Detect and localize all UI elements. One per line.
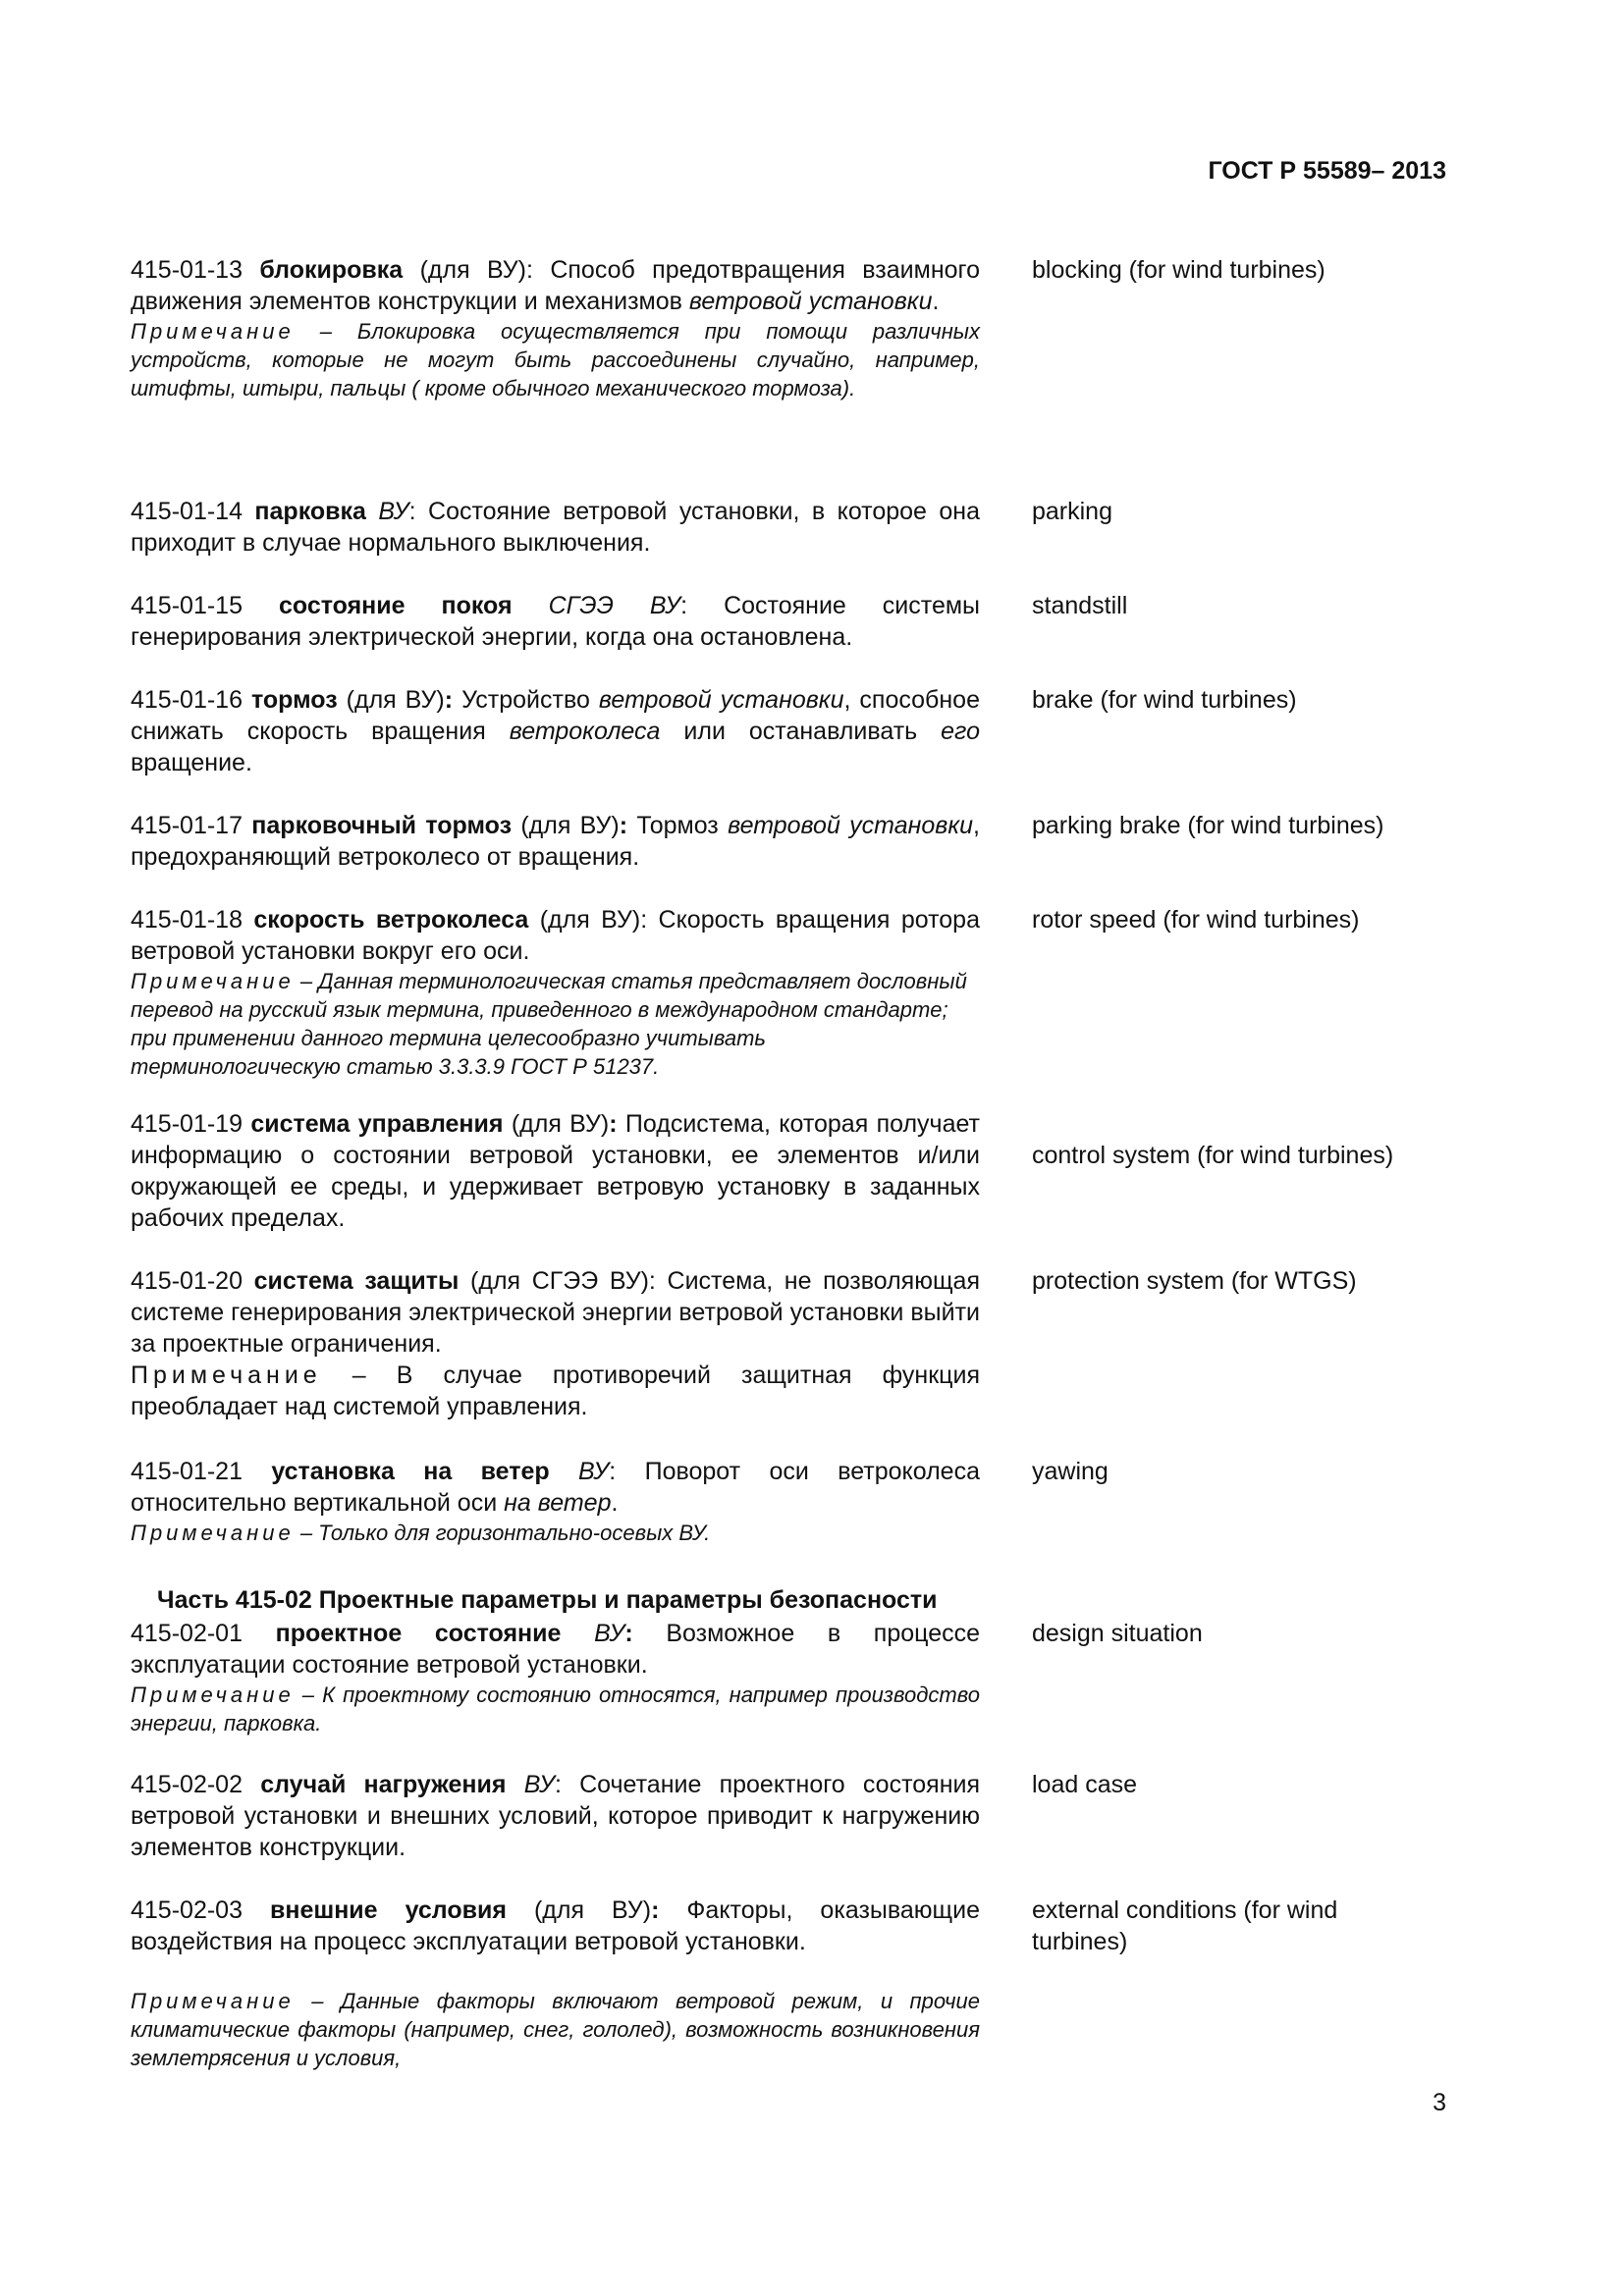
- note-label: Примечание: [131, 319, 295, 344]
- definition-text: Скорость вращения ротора ветровой установки вокруг его оси.: [131, 906, 980, 965]
- page-number: 3: [1433, 2089, 1446, 2116]
- definition-italic: ветровой установки: [688, 288, 933, 315]
- term-entry: [131, 496, 1407, 559]
- note-text: – Блокировка осуществляется при помощи различных устройств, которые не могут быть рассоединены случайно, например, штифты, штыри, пальцы ( кроме обычного механического тормоза).: [131, 319, 980, 400]
- term-definition: [131, 1618, 980, 1681]
- term-name: блокировка: [259, 256, 404, 284]
- term-english: design situation: [1032, 1620, 1203, 1647]
- term-name: парковка: [254, 498, 366, 525]
- term-name: скорость ветроколеса: [253, 906, 529, 934]
- term-name: проектное состояние: [275, 1620, 562, 1647]
- term-definition: [131, 254, 980, 317]
- term-number: 415-01-13: [131, 256, 243, 284]
- term-english: blocking (for wind turbines): [1032, 256, 1325, 284]
- note-label: Примечание: [131, 969, 295, 993]
- term-definition: [131, 684, 980, 778]
- note-label: Примечание: [131, 1989, 295, 2013]
- term-number: 415-01-14: [131, 498, 243, 525]
- definition-italic: ветровой установки: [728, 812, 974, 839]
- term-number: 415-01-19: [131, 1110, 243, 1138]
- term-qualifier: (для СГЭЭ ВУ): [470, 1267, 649, 1295]
- term-name: установка на ветер: [271, 1458, 550, 1485]
- definition-text: Состояние ветровой установки, в которое она приходит в случае нормального выключения.: [131, 498, 980, 557]
- term-qualifier: ВУ: [578, 1458, 610, 1485]
- term-qualifier: (для ВУ): [520, 812, 620, 839]
- term-entry: [131, 590, 1407, 653]
- term-separator: :: [648, 1267, 656, 1295]
- term-qualifier: ВУ: [594, 1620, 625, 1647]
- term-qualifier: (для ВУ): [511, 1110, 610, 1138]
- term-english: rotor speed (for wind turbines): [1032, 906, 1360, 934]
- term-qualifier: (для ВУ): [346, 686, 445, 714]
- term-qualifier: (для ВУ): [539, 906, 641, 934]
- term-separator: :: [526, 256, 533, 284]
- term-english: control system (for wind turbines): [1032, 1142, 1394, 1169]
- definition-text: , предохраняющий ветроколесо от вращения.: [131, 812, 980, 871]
- term-qualifier: (для ВУ): [419, 256, 527, 284]
- note-text: – В случае противоречий защитная функция преобладает над системой управления.: [131, 1362, 980, 1420]
- term-note: [131, 317, 980, 402]
- definition-italic: на ветер: [504, 1489, 612, 1517]
- term-entry: [131, 254, 1407, 402]
- term-separator: :: [651, 1896, 660, 1924]
- note-text: – К проектному состоянию относятся, например производство энергии, парковка.: [131, 1682, 980, 1735]
- term-separator: :: [609, 1110, 618, 1138]
- term-note: [131, 1681, 980, 1737]
- term-english: load case: [1032, 1771, 1138, 1798]
- term-definition: [131, 1895, 980, 1957]
- definition-italic: ветроколеса: [509, 718, 661, 745]
- term-qualifier: ВУ: [523, 1771, 555, 1798]
- term-name: состояние покоя: [278, 592, 513, 619]
- definition-text: Способ предотвращения взаимного движения элементов конструкции и механизмов: [131, 256, 981, 315]
- term-entry: [131, 1769, 1407, 1863]
- term-english: yawing: [1032, 1458, 1109, 1485]
- term-separator: :: [640, 906, 648, 934]
- term-entry: [131, 1895, 1407, 2072]
- note-text: – Данная терминологическая статья представляет дословный перевод на русский язык термина, приведенного в международном стандарте; при применении данного термина целесообразно учитывать терминологическую статью 3.3.3.9 ГОСТ Р 51237.: [131, 969, 967, 1079]
- definition-text: Возможное в процессе эксплуатации состояние ветровой установки.: [131, 1620, 981, 1679]
- term-entry: [131, 1108, 1407, 1234]
- term-definition: [131, 1456, 980, 1519]
- term-entry: [131, 810, 1407, 873]
- definition-italic: ветровой установки: [598, 686, 844, 714]
- term-number: 415-01-21: [131, 1458, 243, 1485]
- term-name: система управления: [250, 1110, 504, 1138]
- note-text: – Только для горизонтально-осевых ВУ.: [299, 1521, 711, 1545]
- term-number: 415-01-17: [131, 812, 243, 839]
- term-entry: [131, 1265, 1407, 1422]
- term-english: parking: [1032, 498, 1112, 525]
- definition-text: вращение.: [131, 749, 252, 776]
- term-qualifier: СГЭЭ ВУ: [548, 592, 681, 619]
- term-separator: :: [554, 1771, 562, 1798]
- term-note: [131, 1360, 980, 1422]
- term-english: brake (for wind turbines): [1032, 686, 1297, 714]
- definition-text: .: [932, 288, 940, 315]
- term-definition: [131, 1265, 980, 1360]
- term-separator: :: [624, 1620, 633, 1647]
- definition-text: , способное снижать скорость вращения: [131, 686, 980, 745]
- term-number: 415-02-02: [131, 1771, 243, 1798]
- term-separator: :: [619, 812, 628, 839]
- note-label: Примечание: [131, 1362, 322, 1389]
- definition-text: Тормоз: [636, 812, 729, 839]
- term-entry: [131, 1456, 1407, 1547]
- term-name: случай нагружения: [260, 1771, 507, 1798]
- definition-text: Состояние системы генерирования электрической энергии, когда она остановлена.: [131, 592, 981, 651]
- term-definition: [131, 810, 980, 873]
- term-definition: [131, 590, 980, 653]
- definition-text: Поворот оси ветроколеса относительно вертикальной оси: [131, 1458, 980, 1517]
- section-heading: Часть 415-02 Проектные параметры и параметры безопасности: [157, 1586, 938, 1614]
- note-text: – Данные факторы включают ветровой режим, и прочие климатические факторы (например, снег, гололед), возможность возникновения землетрясения и условия,: [131, 1989, 980, 2070]
- definition-text: Факторы, оказывающие воздействия на процесс эксплуатации ветровой установки.: [131, 1896, 980, 1955]
- definition-text: Устройство: [461, 686, 599, 714]
- term-note: [131, 1519, 980, 1547]
- term-qualifier: ВУ: [378, 498, 409, 525]
- definition-text: Сочетание проектного состояния ветровой установки и внешних условий, которое приводит к нагружению элементов конструкции.: [131, 1771, 981, 1861]
- term-number: 415-02-03: [131, 1896, 243, 1924]
- term-english: parking brake (for wind turbines): [1032, 812, 1384, 839]
- term-english: standstill: [1032, 592, 1128, 619]
- document-header: ГОСТ Р 55589– 2013: [1208, 157, 1446, 185]
- definition-text: .: [611, 1489, 619, 1517]
- term-qualifier: (для ВУ): [533, 1896, 652, 1924]
- term-definition: [131, 904, 980, 967]
- term-note: [131, 1987, 980, 2072]
- term-number: 415-01-18: [131, 906, 243, 934]
- term-separator: :: [408, 498, 416, 525]
- term-entry: [131, 1618, 1407, 1737]
- definition-text: Система, не позволяющая системе генерирования электрической энергии ветровой установки выйти за проектные ограничения.: [131, 1267, 980, 1358]
- term-entry: [131, 684, 1407, 778]
- definition-text: или останавливать: [660, 718, 942, 745]
- term-name: парковочный тормоз: [251, 812, 513, 839]
- note-label: Примечание: [131, 1682, 295, 1707]
- term-definition: [131, 1769, 980, 1863]
- term-number: 415-02-01: [131, 1620, 243, 1647]
- term-number: 415-01-16: [131, 686, 243, 714]
- definition-text: Подсистема, которая получает информацию о состоянии ветровой установки, ее элементов и/или окружающей ее среды, и удерживает ветровую установку в заданных рабочих пределах.: [131, 1110, 980, 1232]
- definition-italic: его: [941, 718, 980, 745]
- term-english: external conditions (for wind turbines): [1032, 1896, 1338, 1955]
- term-separator: :: [680, 592, 688, 619]
- term-number: 415-01-20: [131, 1267, 243, 1295]
- term-separator: :: [609, 1458, 617, 1485]
- note-label: Примечание: [131, 1521, 295, 1545]
- term-entry: [131, 904, 1407, 1081]
- term-number: 415-01-15: [131, 592, 243, 619]
- term-separator: :: [444, 686, 454, 714]
- term-english: protection system (for WTGS): [1032, 1267, 1357, 1295]
- term-definition: [131, 1108, 980, 1234]
- term-note: [131, 967, 980, 1081]
- term-definition: [131, 496, 980, 559]
- term-name: внешние условия: [270, 1896, 507, 1924]
- term-name: тормоз: [250, 686, 338, 714]
- term-name: система защиты: [253, 1267, 460, 1295]
